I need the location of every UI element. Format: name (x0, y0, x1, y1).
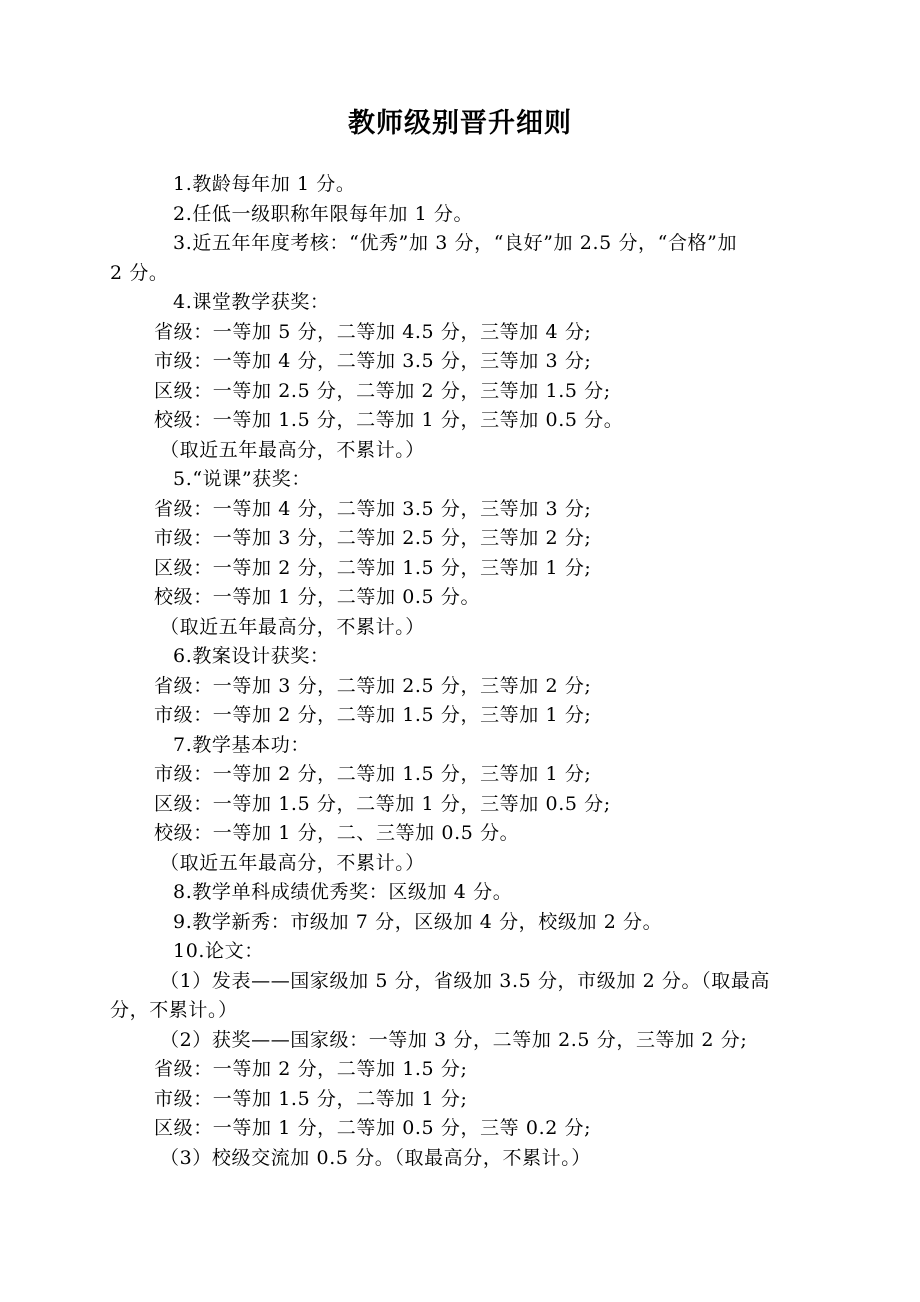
document-line: 省级：一等加 2 分，二等加 1.5 分; (154, 1058, 468, 1080)
document-line: 分，不累计。） (110, 999, 238, 1021)
document-line: 10.论文： (173, 940, 264, 962)
document-line: （取近五年最高分，不累计。） (160, 438, 425, 461)
document-line: 5.“说课”获奖： (173, 468, 311, 490)
document-line: 区级：一等加 2.5 分，二等加 2 分，三等加 1.5 分; (154, 379, 611, 402)
document-line: （1）发表——国家级加 5 分，省级加 3.5 分，市级加 2 分。（取最高 (160, 969, 771, 992)
document-line: 1.教龄每年加 1 分。 (173, 173, 356, 195)
document-line: （取近五年最高分，不累计。） (160, 851, 425, 874)
document-line: 区级：一等加 1 分，二等加 0.5 分，三等 0.2 分; (154, 1117, 592, 1139)
document-line: 市级：一等加 2 分，二等加 1.5 分，三等加 1 分; (154, 704, 592, 726)
document-line: 校级：一等加 1 分，二、三等加 0.5 分。 (154, 822, 520, 844)
document-title: 教师级别晋升细则 (348, 108, 572, 139)
document-line: 区级：一等加 1.5 分，二等加 1 分，三等加 0.5 分; (154, 792, 611, 815)
document-line: 省级：一等加 5 分，二等加 4.5 分，三等加 4 分; (154, 320, 592, 343)
document-line: 2 分。 (110, 261, 169, 284)
document-line: 市级：一等加 3 分，二等加 2.5 分，三等加 2 分; (154, 527, 592, 549)
document-line: 校级：一等加 1.5 分，二等加 1 分，三等加 0.5 分。 (154, 409, 624, 431)
document-line: 4.课堂教学获奖： (173, 291, 330, 313)
document-line: 市级：一等加 2 分，二等加 1.5 分，三等加 1 分; (154, 763, 592, 785)
document-body (110, 170, 810, 1173)
document-line: 区级：一等加 2 分，二等加 1.5 分，三等加 1 分; (154, 556, 592, 579)
document-line: 省级：一等加 4 分，二等加 3.5 分，三等加 3 分; (154, 497, 592, 520)
document-line: 6.教案设计获奖： (173, 645, 330, 667)
document-line: 市级：一等加 1.5 分，二等加 1 分; (154, 1087, 468, 1110)
document-line: 2.任低一级职称年限每年加 1 分。 (173, 202, 474, 225)
document-line: （取近五年最高分，不累计。） (160, 615, 425, 638)
document-line: （2）获奖——国家级：一等加 3 分，二等加 2.5 分，三等加 2 分; (160, 1028, 748, 1051)
document-line: 省级：一等加 3 分，二等加 2.5 分，三等加 2 分; (154, 674, 592, 697)
document-line: 9.教学新秀：市级加 7 分，区级加 4 分，校级加 2 分。 (173, 910, 663, 933)
document-line: 市级：一等加 4 分，二等加 3.5 分，三等加 3 分; (154, 350, 592, 372)
document-line: 校级：一等加 1 分，二等加 0.5 分。 (154, 586, 481, 608)
document-line: 7.教学基本功： (173, 733, 310, 756)
document-line: 3.近五年年度考核：“优秀”加 3 分，“良好”加 2.5 分，“合格”加 (173, 232, 738, 254)
document-line: （3）校级交流加 0.5 分。（取最高分，不累计。） (160, 1146, 591, 1169)
document-line: 8.教学单科成绩优秀奖：区级加 4 分。 (173, 881, 513, 903)
